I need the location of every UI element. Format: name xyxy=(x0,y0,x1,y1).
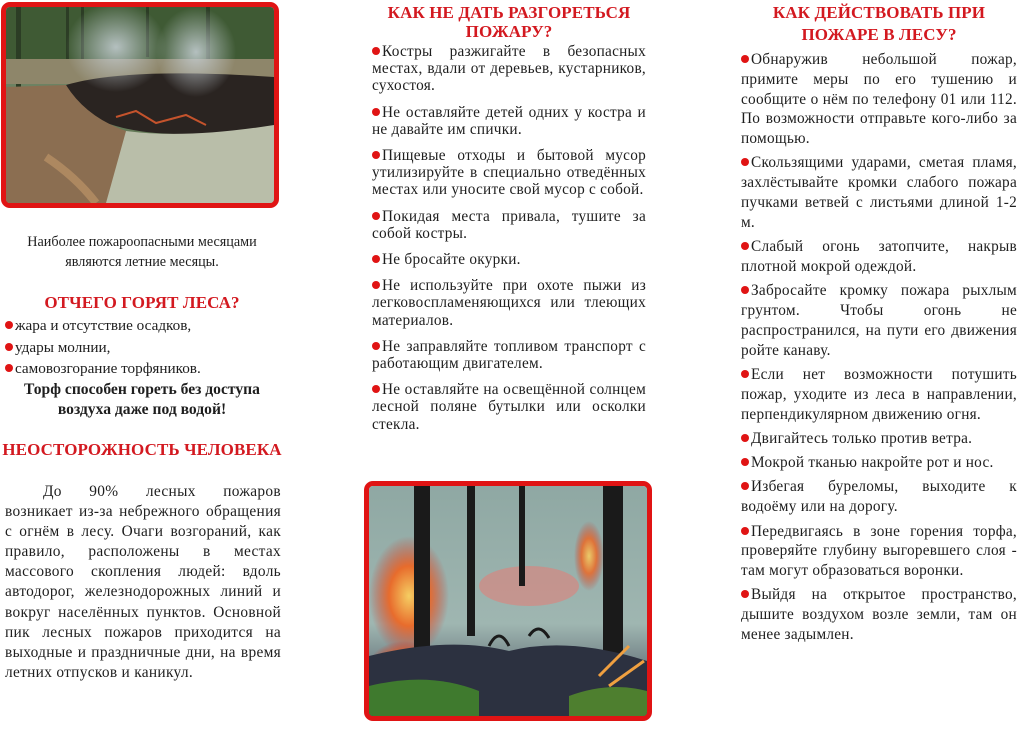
bullet-icon xyxy=(741,286,749,294)
bullet-icon xyxy=(372,151,380,159)
actions-rules-list xyxy=(741,50,1017,649)
list-item: удары молнии, xyxy=(5,337,285,359)
list-item: Выйдя на открытое пространство, дышите воздухом возле земли, там он менее задымлен. xyxy=(741,586,1017,644)
list-item: Покидая места привала, тушите за собой костры. xyxy=(372,207,646,242)
bullet-icon xyxy=(372,385,380,393)
bullet-icon xyxy=(741,370,749,378)
bullet-icon xyxy=(372,342,380,350)
bullet-icon xyxy=(372,212,380,220)
list-item: жара и отсутствие осадков, xyxy=(5,315,285,337)
list-item: Не используйте при охоте пыжи из легковоспламеняющихся или тлеющих материалов. xyxy=(372,277,646,329)
bullet-icon xyxy=(372,281,380,289)
bullet-icon xyxy=(5,343,13,351)
smoldering-ground-image xyxy=(6,7,274,203)
bullet-icon xyxy=(741,527,749,535)
bullet-icon xyxy=(5,321,13,329)
bullet-icon xyxy=(741,482,749,490)
list-item: Костры разжигайте в безопасных местах, вдали от деревьев, кустарников, сухостоя. xyxy=(372,43,646,95)
list-item: Избегая буреломы, выходите к водоёму или на дорогу. xyxy=(741,478,1017,516)
burning-forest-photo xyxy=(364,481,652,721)
bullet-icon xyxy=(372,47,380,55)
burning-forest-image xyxy=(369,486,647,716)
bullet-icon xyxy=(5,364,13,372)
list-item: Мокрой тканью накройте рот и нос. xyxy=(741,453,1017,473)
list-item: Слабый огонь затопчите, накрыв плотной мокрой одеждой. xyxy=(741,238,1017,275)
peat-warning: Торф способен гореть без доступа воздуха даже под водой! xyxy=(24,381,260,418)
list-item: Передвигаясь в зоне горения торфа, проверяйте глубину выгоревшего слоя - там могут образоваться воронки. xyxy=(741,522,1017,580)
human-carelessness-title: НЕОСТОРОЖНОСТЬ ЧЕЛОВЕКА xyxy=(2,440,282,459)
list-item: Скользящими ударами, сметая пламя, захлёстывайте кромки слабого пожара пучками ветвей с листьями длиной 1-2 м. xyxy=(741,154,1017,231)
prevention-title: КАК НЕ ДАТЬ РАЗГОРЕТЬСЯ ПОЖАРУ? xyxy=(387,3,631,41)
bullet-icon xyxy=(741,458,749,466)
bullet-icon xyxy=(372,108,380,116)
actions-title: КАК ДЕЙСТВОВАТЬ ПРИ ПОЖАРЕ В ЛЕСУ? xyxy=(772,3,986,44)
list-item: Не оставляйте на освещённой солнцем лесной поляне бутылки или осколки стекла. xyxy=(372,381,646,433)
list-item: Забросайте кромку пожара рыхлым грунтом. Чтобы огонь не распространился, на пути его движения ройте канаву. xyxy=(741,282,1017,359)
bullet-icon xyxy=(741,55,749,63)
smoldering-ground-photo xyxy=(1,2,279,208)
list-item: Пищевые отходы и бытовой мусор утилизируйте в специально отведённых местах или уносите свой мусор с собой. xyxy=(372,147,646,199)
list-item: Не бросайте окурки. xyxy=(372,251,646,268)
causes-list xyxy=(5,315,285,380)
intro-text: Наиболее пожароопасными месяцами являются летние месяцы. xyxy=(27,234,257,270)
bullet-icon xyxy=(741,434,749,442)
list-item: Не оставляйте детей одних у костра и не давайте им спички. xyxy=(372,103,646,138)
bullet-icon xyxy=(741,242,749,250)
bullet-icon xyxy=(741,158,749,166)
list-item: Не заправляйте топливом транспорт с работающим двигателем. xyxy=(372,337,646,373)
list-item: Если нет возможности потушить пожар, уходите из леса в направлении, перпендикулярном движению огня. xyxy=(741,365,1017,423)
list-item: Двигайтесь только против ветра. xyxy=(741,429,1017,449)
list-item: самовозгорание торфяников. xyxy=(5,358,285,380)
bullet-icon xyxy=(741,590,749,598)
list-item: Обнаружив небольшой пожар, примите меры по его тушению и сообщите о нём по телефону 01 или 112. По возможности отправьте кого-либо за помощью. xyxy=(741,51,1017,148)
human-carelessness-text: До 90% лесных пожаров возникает из-за небрежного обращения с огнём в лесу. Очаги возгораний, как правило, расположены в местах массового скопления людей: вдоль автодорог, железнодорожных линий и вокруг населённых пунктов. Основной пик лесных пожаров приходится на выходные и праздничные дни, на время летних отпусков и каникул. xyxy=(5,483,281,681)
prevention-rules-list xyxy=(372,43,646,442)
why-forests-burn-title: ОТЧЕГО ГОРЯТ ЛЕСА? xyxy=(44,293,240,312)
bullet-icon xyxy=(372,255,380,263)
